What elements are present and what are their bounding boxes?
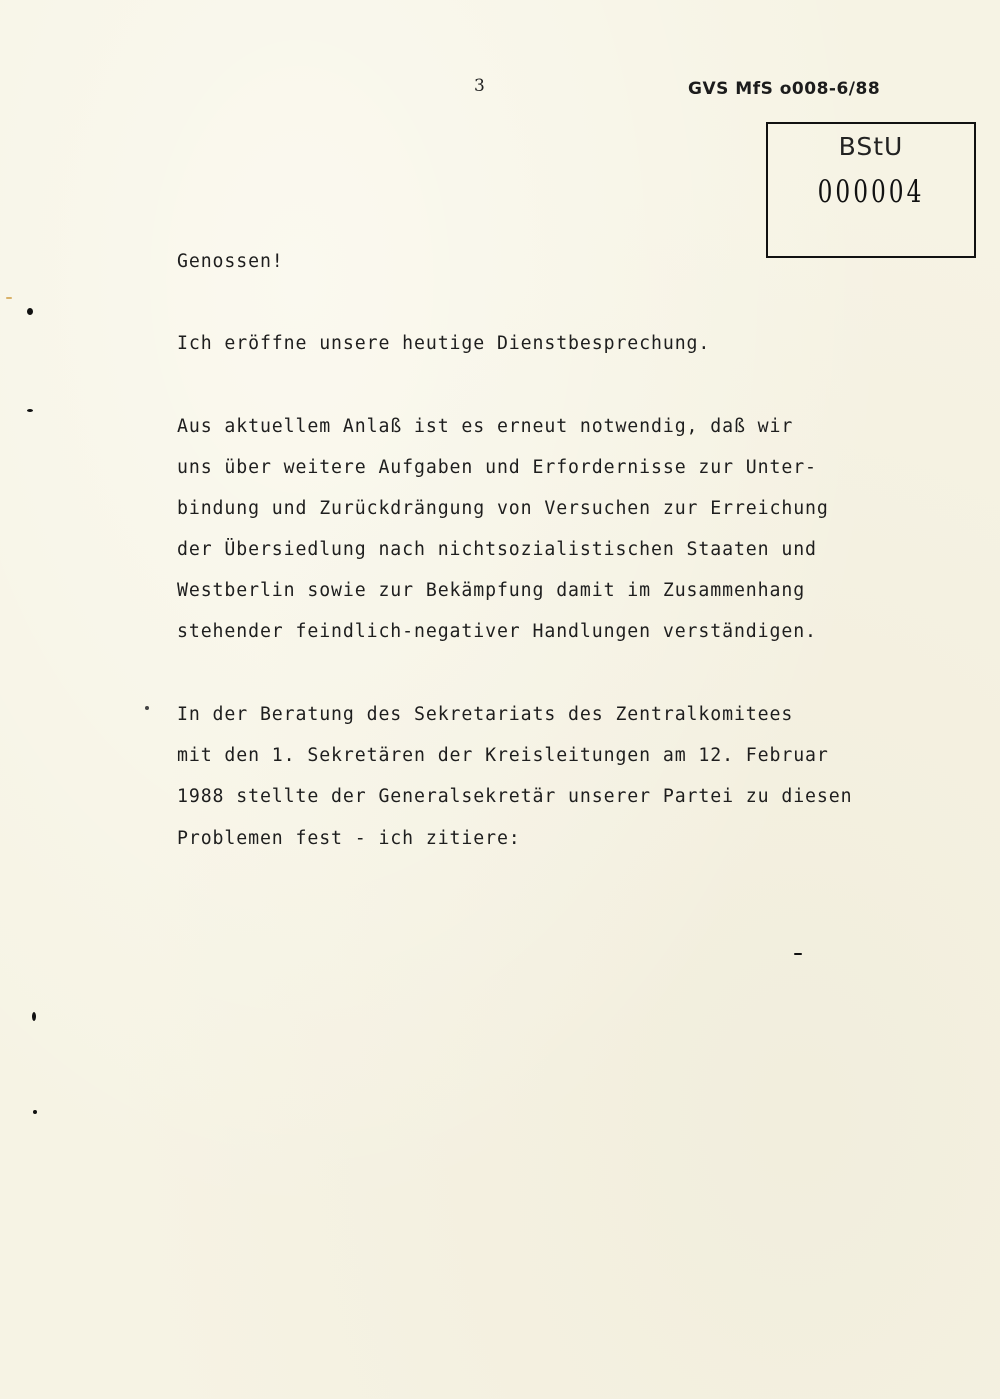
archive-stamp: [766, 122, 976, 258]
text-line: Problemen fest - ich zitiere:: [177, 828, 521, 849]
scan-mark: [794, 953, 802, 955]
scan-mark: [27, 409, 33, 412]
stamp-label: BStU: [838, 132, 904, 161]
text-line: mit den 1. Sekretären der Kreisleitungen am 12. Februar: [177, 745, 829, 766]
text-line: bindung und Zurückdrängung von Versuchen zur Erreichung: [177, 498, 829, 519]
text-line: stehender feindlich-negativer Handlungen verständigen.: [177, 621, 817, 642]
scan-mark: [32, 1012, 36, 1021]
scan-mark: [6, 297, 12, 299]
text-line: 1988 stellte der Generalsekretär unserer Partei zu diesen: [177, 786, 853, 807]
salutation: Genossen!: [177, 251, 284, 272]
scan-mark: [145, 706, 149, 710]
page-number: 3: [474, 76, 485, 96]
reference-code: GVS MfS o008-6/88: [688, 79, 881, 99]
stamp-number: 000004: [817, 174, 925, 210]
scan-mark: [27, 308, 33, 315]
text-line: In der Beratung des Sekretariats des Zentralkomitees: [177, 704, 794, 725]
text-line: uns über weitere Aufgaben und Erfordernisse zur Unter-: [177, 457, 817, 478]
text-line: der Übersiedlung nach nichtsozialistischen Staaten und: [177, 539, 817, 560]
text-line: Westberlin sowie zur Bekämpfung damit im Zusammenhang: [177, 580, 806, 601]
scan-mark: [33, 1110, 37, 1114]
text-line: Aus aktuellem Anlaß ist es erneut notwendig, daß wir: [177, 416, 794, 437]
opening-line: Ich eröffne unsere heutige Dienstbesprechung.: [177, 333, 711, 354]
